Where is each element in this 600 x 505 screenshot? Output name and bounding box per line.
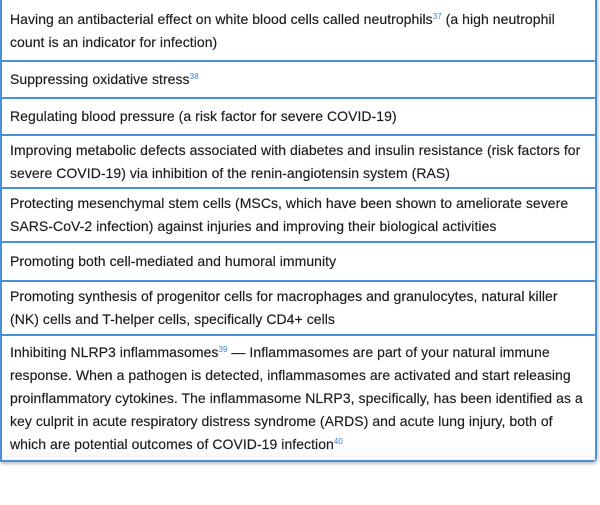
table-row xyxy=(2,0,595,61)
table-cell xyxy=(2,98,595,135)
row-text: Promoting synthesis of progenitor cells for macrophages and granulocytes, natural killer (NK) cells and T-helper cells, specifically CD4+ cells xyxy=(10,288,558,327)
table-row xyxy=(2,242,595,281)
table-row xyxy=(2,335,595,460)
row-text: Inhibiting NLRP3 inflammasomes xyxy=(10,343,219,360)
table-cell xyxy=(2,61,595,98)
benefits-table-grid xyxy=(2,0,595,460)
table-cell xyxy=(2,0,595,61)
reference-link-40[interactable]: 40 xyxy=(333,436,343,446)
table-cell xyxy=(2,135,595,188)
table-cell xyxy=(2,242,595,281)
table-row xyxy=(2,61,595,98)
row-text: Suppressing oxidative stress xyxy=(10,71,190,87)
table-row xyxy=(2,135,595,188)
row-text-continued: — Inflammasomes are part of your natural immune response. When a pathogen is detected, inflammasomes are activated and start releasing proinflammatory cytokines. The inflammasome NLRP3, specifically, has been identified as a key culprit in acute respiratory distress syndrome (ARDS) and acute lung injury, both of which are potential outcomes of COVID-19 infection xyxy=(10,343,583,452)
row-text: Promoting both cell-mediated and humoral immunity xyxy=(10,253,337,269)
row-text: Having an antibacterial effect on white blood cells called neutrophils xyxy=(10,11,433,27)
reference-link-39[interactable]: 39 xyxy=(218,344,228,354)
table-cell xyxy=(2,188,595,242)
reference-link-37[interactable]: 37 xyxy=(432,12,442,21)
table-row xyxy=(2,281,595,335)
table-row xyxy=(2,98,595,135)
table-cell xyxy=(2,335,595,460)
row-text-continued: (a high neutrophil count is an indicator for infection) xyxy=(10,11,555,50)
row-text: Improving metabolic defects associated with diabetes and insulin resistance (risk factors for severe COVID-19) via inhibition of the renin-angiotensin system (RAS) xyxy=(10,141,581,181)
row-text: Regulating blood pressure (a risk factor for severe COVID-19) xyxy=(10,108,397,124)
row-text: Protecting mesenchymal stem cells (MSCs, which have been shown to ameliorate severe SARS-CoV-2 infection) against injuries and improving their biological activities xyxy=(10,195,569,234)
reference-link-38[interactable]: 38 xyxy=(189,72,199,81)
table-row xyxy=(2,188,595,242)
table-cell xyxy=(2,281,595,335)
